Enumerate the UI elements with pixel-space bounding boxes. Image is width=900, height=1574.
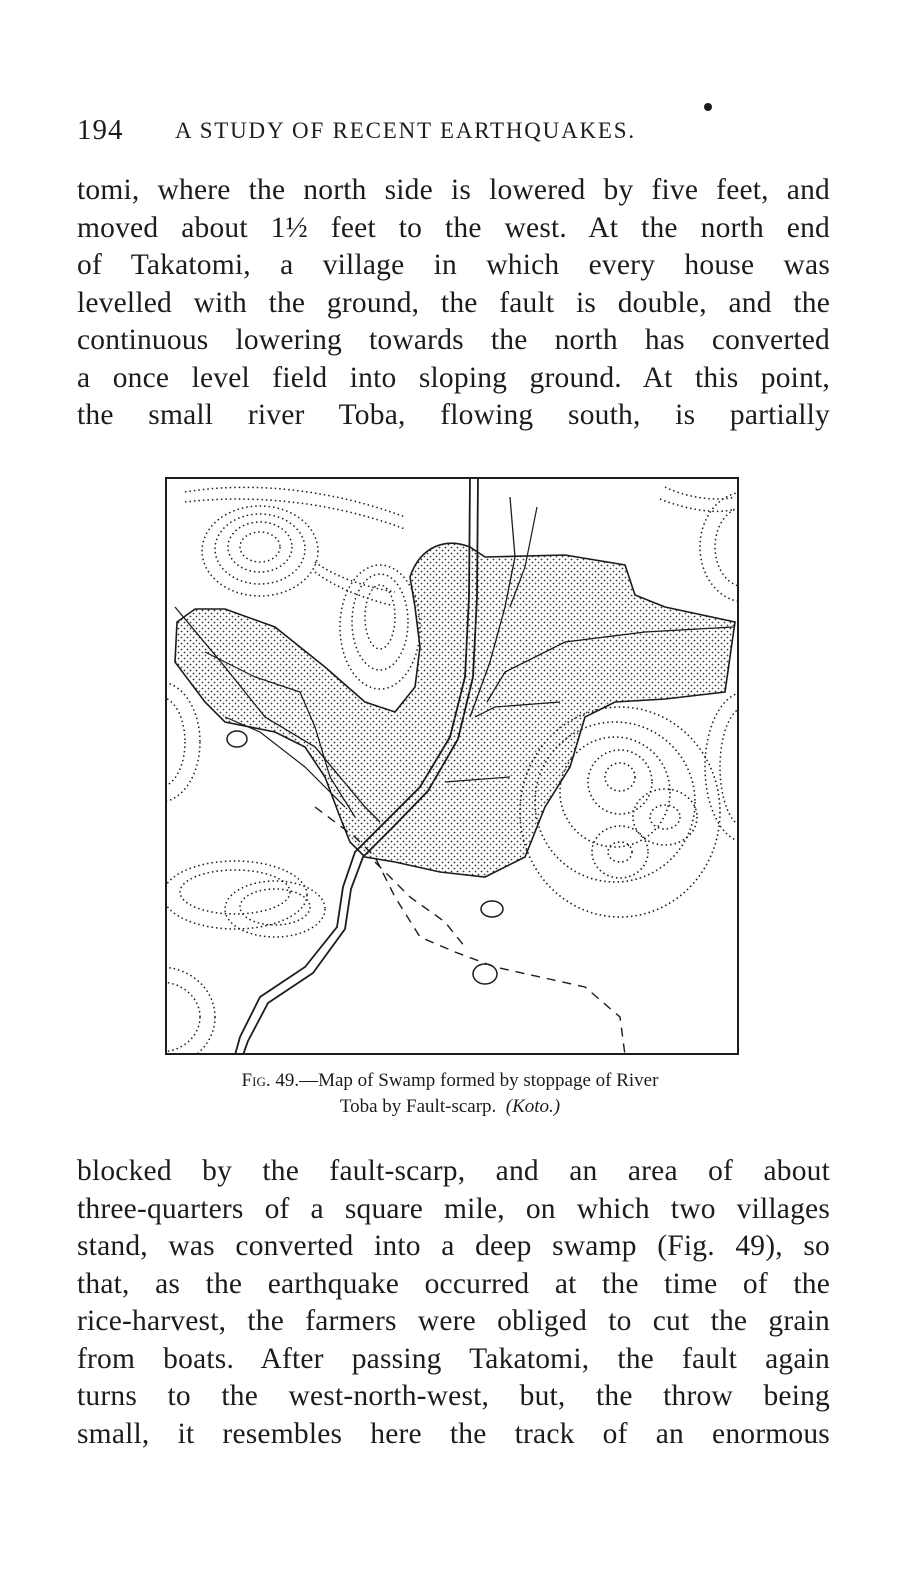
text-line: three-quarters of a square mile, on which two villages (77, 1192, 830, 1225)
text-line: rice-harvest, the farmers were obliged to cut the grain (77, 1305, 830, 1337)
figure-caption-line2 (130, 1094, 770, 1120)
text-line: that, as the earthquake occurred at the time of the (77, 1267, 830, 1300)
pond (481, 901, 503, 917)
text-line: stand, was converted into a deep swamp (Fig. 49), so (77, 1230, 830, 1262)
text-line: tomi, where the north side is lowered by five feet, and (77, 174, 830, 206)
text-line: a once level field into sloping ground. At this point, (77, 361, 830, 394)
caption-credit: (Koto.) (505, 1096, 561, 1117)
paragraph-bottom (77, 1153, 830, 1453)
text-line: of Takatomi, a village in which every house was (77, 249, 830, 281)
pond (227, 731, 247, 747)
pond (473, 964, 497, 984)
ink-dot (704, 103, 712, 111)
fault-scarp-line (375, 862, 465, 947)
caption-text-line2: Toba by Fault-scarp. (339, 1096, 497, 1117)
text-line: small, it resembles here the track of an enormous (77, 1417, 830, 1450)
caption-text: —Map of Swamp formed by stoppage of River (299, 1070, 659, 1091)
page-header (77, 108, 727, 148)
text-line: turns to the west-north-west, but, the throw being (77, 1380, 830, 1412)
swamp-map-illustration (165, 477, 739, 1055)
figure-caption (130, 1068, 770, 1094)
text-line: continuous lowering towards the north has converted (77, 324, 830, 356)
running-head: A STUDY OF RECENT EARTHQUAKES. (175, 118, 636, 143)
paragraph-top (77, 172, 830, 435)
text-line: blocked by the fault-scarp, and an area of about (77, 1155, 830, 1187)
figure-label: Fig. 49. (241, 1070, 300, 1091)
text-line: the small river Toba, flowing south, is partially (77, 399, 830, 431)
text-line: from boats. After passing Takatomi, the fault again (77, 1342, 830, 1375)
page-number: 194 (77, 114, 124, 146)
text-line: moved about 1½ feet to the west. At the north end (77, 211, 830, 244)
text-line: levelled with the ground, the fault is double, and the (77, 286, 830, 319)
figure-map (165, 477, 739, 1055)
